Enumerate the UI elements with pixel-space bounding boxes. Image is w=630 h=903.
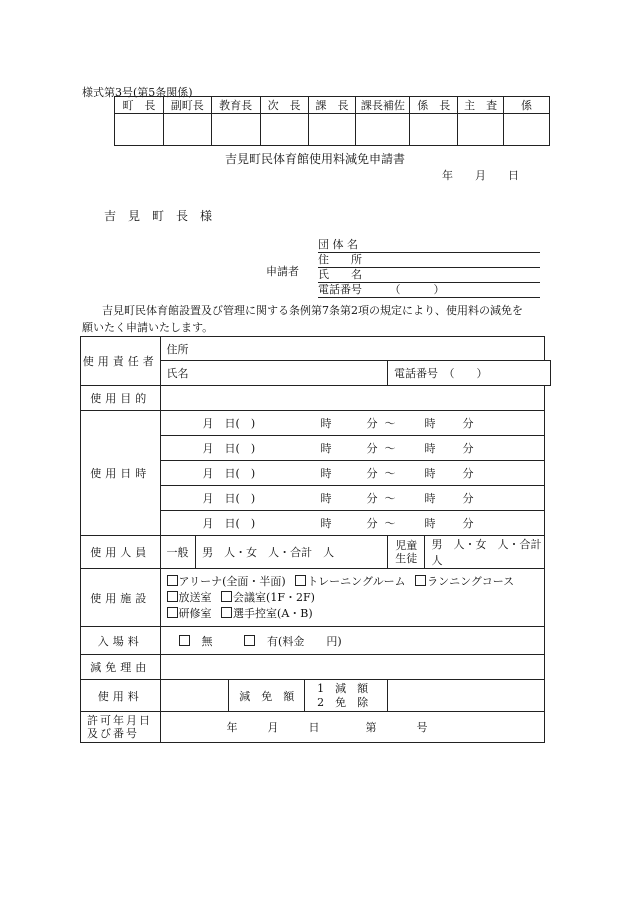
purpose-input[interactable] — [160, 386, 544, 411]
schedule-row[interactable]: 月 日( ) 時 分 ～ 時 分 — [160, 436, 544, 461]
approval-stamp-box[interactable] — [211, 114, 260, 146]
facility-options — [160, 569, 544, 627]
users-label: 使用人員 — [81, 536, 161, 569]
approval-header: 主 査 — [458, 97, 504, 114]
approval-header: 町 長 — [115, 97, 164, 114]
checkbox-icon — [167, 591, 178, 602]
checkbox-icon — [221, 607, 232, 618]
schedule-row[interactable]: 月 日( ) 時 分 ～ 時 分 — [160, 511, 544, 536]
name-field[interactable]: 氏 名 — [318, 268, 540, 283]
player-room-checkbox[interactable]: 選手控室(A・B) — [221, 607, 313, 620]
admission-yes-checkbox[interactable]: 有(料金 円) — [244, 635, 342, 648]
address-field[interactable]: 住 所 — [318, 253, 540, 268]
schedule-row[interactable]: 月 日( ) 時 分 ～ 時 分 — [160, 411, 544, 436]
admission-none-checkbox[interactable]: 無 — [179, 635, 213, 648]
approval-header: 教育長 — [211, 97, 260, 114]
approval-stamp-box[interactable] — [410, 114, 458, 146]
reason-label: 減免理由 — [81, 655, 161, 680]
approval-stamp-box[interactable] — [115, 114, 164, 146]
training-checkbox[interactable]: トレーニングルーム — [295, 575, 405, 588]
schedule-row[interactable]: 月 日( ) 時 分 ～ 時 分 — [160, 486, 544, 511]
approval-stamp-box[interactable] — [308, 114, 356, 146]
address-input[interactable] — [196, 337, 544, 361]
approval-header: 課 長 — [308, 97, 356, 114]
checkbox-icon — [295, 575, 306, 586]
approval-stamp-box[interactable] — [458, 114, 504, 146]
phone-label: 電話番号 （ ） — [388, 361, 544, 386]
addressee: 吉 見 町 長 様 — [104, 209, 213, 223]
facility-label: 使用施設 — [81, 569, 161, 627]
running-checkbox[interactable]: ランニングコース — [415, 575, 514, 588]
application-table — [80, 336, 551, 743]
children-label: 児童 生徒 — [388, 536, 425, 569]
approval-header: 次 長 — [260, 97, 308, 114]
children-counts[interactable]: 男 人・女 人・合計 人 — [425, 536, 544, 569]
fee-input[interactable] — [160, 680, 229, 712]
training-room-checkbox[interactable]: 研修室 — [167, 607, 212, 620]
reduction-label: 減 免 額 — [229, 680, 305, 712]
reduction-options[interactable]: 1 減 額 2 免 除 — [305, 680, 388, 712]
document-title: 吉見町民体育館使用料減免申請書 — [224, 152, 405, 166]
responsible-label: 使用責任者 — [81, 337, 161, 386]
approval-header: 副町長 — [163, 97, 211, 114]
purpose-label: 使用目的 — [81, 386, 161, 411]
general-label: 一般 — [160, 536, 196, 569]
meeting-checkbox[interactable]: 会議室(1F・2F) — [221, 591, 315, 604]
arena-checkbox[interactable]: アリーナ(全面・半面) — [167, 575, 286, 588]
address-label: 住所 — [160, 337, 196, 361]
checkbox-icon — [244, 635, 255, 646]
reason-input[interactable] — [160, 655, 544, 680]
permit-label: 許可年月日 及び番号 — [81, 712, 161, 743]
phone-input[interactable] — [544, 361, 551, 386]
name-input[interactable] — [196, 361, 388, 386]
phone-field[interactable]: 電話番号 （ ） — [318, 283, 540, 298]
reduction-amount-input[interactable] — [388, 680, 544, 712]
approval-table — [114, 96, 550, 146]
datetime-label: 使用日時 — [81, 411, 161, 536]
checkbox-icon — [415, 575, 426, 586]
admission-options — [160, 627, 544, 655]
fee-label: 使用料 — [81, 680, 161, 712]
approval-stamp-box[interactable] — [260, 114, 308, 146]
checkbox-icon — [167, 607, 178, 618]
approval-header: 係 長 — [410, 97, 458, 114]
name-label: 氏名 — [160, 361, 196, 386]
admission-label: 入場料 — [81, 627, 161, 655]
broadcast-checkbox[interactable]: 放送室 — [167, 591, 212, 604]
approval-header: 係 — [504, 97, 550, 114]
checkbox-icon — [179, 635, 190, 646]
general-counts[interactable]: 男 人・女 人・合計 人 — [196, 536, 388, 569]
approval-stamp-box[interactable] — [163, 114, 211, 146]
approval-stamp-box[interactable] — [504, 114, 550, 146]
approval-stamp-box[interactable] — [356, 114, 410, 146]
approval-header: 課長補佐 — [356, 97, 410, 114]
group-name-field[interactable]: 団 体 名 — [318, 238, 540, 253]
form-number: 様式第3号(第5条関係) — [82, 86, 193, 99]
applicant-label: 申請者 — [266, 265, 299, 278]
body-text-line2: 願いたく申請いたします。 — [82, 321, 214, 334]
schedule-row[interactable]: 月 日( ) 時 分 ～ 時 分 — [160, 461, 544, 486]
body-text-line1: 吉見町民体育館設置及び管理に関する条例第7条第2項の規定により、使用料の減免を — [102, 304, 523, 317]
date-line: 年 月 日 — [442, 169, 519, 182]
permit-info[interactable]: 年 月 日 第 号 — [160, 712, 544, 743]
checkbox-icon — [167, 575, 178, 586]
checkbox-icon — [221, 591, 232, 602]
